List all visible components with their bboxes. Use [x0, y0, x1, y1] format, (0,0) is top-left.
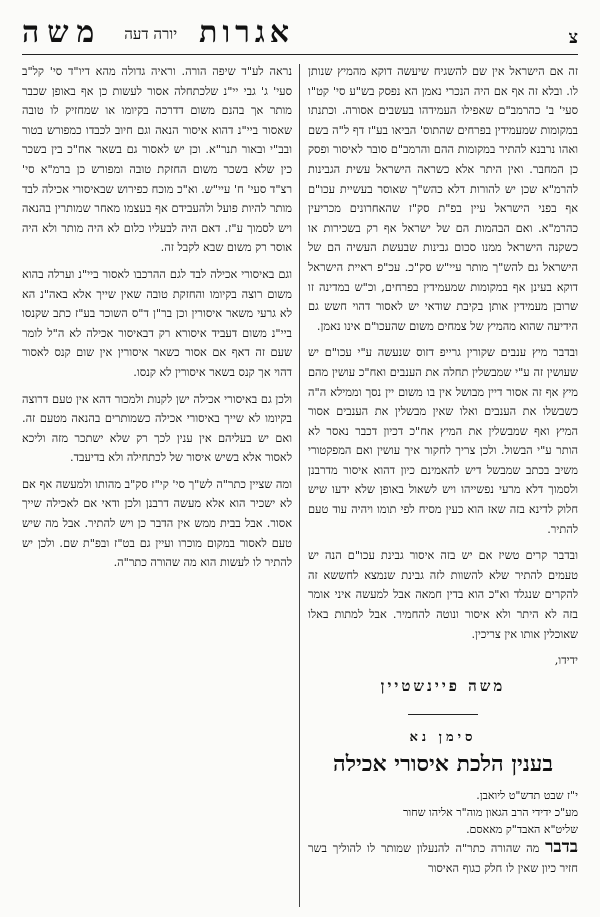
opening-text: מה שהורה כתר"ה להנעלון שמותר לו להוליך בשר חזיר כיון שאין לו חלק כגוף האיסור: [308, 842, 578, 875]
greeting: ידידו,: [554, 654, 578, 668]
addressee-line: מע"כ ידידי הרב הגאון מוה"ר אליהו שחור: [402, 806, 578, 820]
running-title: [22, 15, 294, 54]
opening-word: בדבר: [545, 837, 578, 858]
addressee-line: שליט"א האבד"ק מאאסם.: [466, 823, 578, 837]
opening-paragraph: [308, 838, 578, 878]
paragraph: ולכן גם באיסורי אכילה ישן לקנות ולמכור דהא אין טעם דרוצה בקיומו לא שייך באיסורי אכילה כשמותרים בהנאה מטעם זה. ואם יש בעליהם אין ענין לכך רק שלא ישתכר מזה וליכא לאסור אלא בשיש איסור של לכתחילה ולא בדיעבד.: [22, 392, 292, 465]
author-name: משה: [22, 15, 103, 50]
section-name: יורה דעה: [124, 25, 178, 43]
paragraph: זה אם הישראל אין שם להשגיח שיעשה דוקא מהמיץ שנותן לו. ובלא זה אף אם היה הנכרי נאמן הא נפסק בש"ע סי' קט"ו סעי' ב' כהרמב"ם שאפילו העמידהו בעשבים אסורה. וכתנתו במקומות שמעמידין בפרחים שהתוס' הביאו בע"ז דף ל"ה בשם ואהו נרבנא להתיר במקומות ההם והרמב"ם סובר לאיסור ופסק כן המחבר. ואין היתר אלא כשראה הישראל עשית הגבינות להרמ"א שכן יש להורות דלא כהש"ך שאוסר בעשיית עכו"ם אף בפני הישראל עיין בפ"ת סק"ז שהאחרונים מכריעין כהרמ"א. ואם הבהמות הם של ישראל אף רק בשכירות או כשקנה הישראל ממנו סכום גבינות שבעשת העשיה הם של הישראל גם להש"ך מותר עיי"ש סק"כ. עכ"פ ראיית הישראל דוקא בעינן אף במקומות שמעמידין בפרחים, וכ"ש במדינה זו שרובן מעמידין אותן בקיבת שודאי יש לאסור דהוי חשש גם הידיעה שהוא מהמיץ של צמחים משום שהעכו"ם אינו נאמן.: [308, 65, 578, 333]
left-column: [22, 62, 292, 909]
paragraph: ובדבר מיץ ענבים שקורין גרייפ דזוס שנעשה ע"י עכו"ם יש שעושין זה ע"י שמבשלין תחלה את הענבים ואח"כ עושין מהם מיץ אף זה אסור דיין מבושל אין בו משום יין נסך וממילא ה"ה כשבשלו את הענבים ואלו שאין מבשלין את הענבים אסור המיץ ואף שמבשלין את המיץ אח"כ דכיון דכבר נאסר לא הותר ע"י הבשול. ולכן צריך לחקור איך עושין ואם המפקטורי משיב בכתב שמבשל דיש להאמינם כיון דהוא איסור מדרבנן ולסמוך דלא מרעי נפשייהו ויש לשאול באופן שלא ידעו שיש חלוק לדינא בזה שאז הוא כעין מסיח לפי תומו ויהיה עוד טעם להתיר.: [308, 346, 578, 536]
column-rule: [299, 64, 300, 907]
paragraph: נראה לע"ד שיפה הורה. וראיה גדולה מהא דיו"ד סי' קל"ב סעי' ג' גבי יי"נ שלכתחלה אסור לעשות כן אף באופן שכבר מותר אך בהנם משום דדרכה בקיומו או שמחזיק לו טובה שאסור ביי"נ דהוא איסור הנאה וגם חיוב לכבדו כמפורש בטור ובב"י ובאור תנר"א. וכן יש לאסור גם בשאר אח"כ בין בשכר כין שלא בשכר משום החזקת טובה ומפורש כן ברמ"א סי' רצ"ד סעי' ח' עיי"ש. וא"כ מוכח כפירוש שבאיסורי אכילה לבד מותר להיות פועל ולהעבידם אף בעצמו מאחר שמותרין בהנאה ויש לסמוך ע"ז. דאם היה לבעליו כלום לא היה מותר ולא היה אוסר רק משום שבא לקבל זה.: [22, 65, 292, 255]
paragraph: וגם באיסורי אכילה לבד לגם ההרכבו לאסור ביי"נ וערלה בהוא משום רוצה בקיומו והחזקת טובה שאין שייך אלא באה"נ הא לא גרעי משאר איסורין וכן בר"ן ד"ס השוכר בע"ז כתב שקנסו ביי"נ משום דעביד איסורא רק דבאיסור אכילה לא ה"ל לומר שעם זה דאף אם אסור כשאר איסורין אין שום קנס לאסור דהוי אך קנס בשאר איסורין לא קנסו.: [22, 267, 292, 379]
signature: משה פיינשטיין: [380, 676, 506, 695]
section-number: סימן נא: [409, 730, 477, 746]
page-header: [22, 8, 578, 55]
paragraph: ומה שציין כתר"ה לש"ך סי' קי"ז סק"ב מהותו ולמעשה אף אם לא ישכיר הוא אלא מעשה דרבנן ולכן ודאי אם לאכילה שייך אסור. אבל בבית ממש אין הדבר כן ויש להתיר. אבל מה שיש טעם לאסור במקום מוכרו ועיין גם בט"ז ובפ"ת שם. ולכן יש להתיר לו לעשות הוא מה שהורה כתר"ה.: [22, 477, 292, 570]
book-title: אגרות: [199, 15, 295, 50]
section-title: בענין הלכת איסורי אכילה: [333, 751, 553, 778]
right-column: [308, 62, 578, 909]
section-divider: [408, 714, 478, 716]
paragraph: ובדבר קרים טשיז אם יש בזה איסור גבינת עכו"ם הנה יש טעמים להתיר שלא להשוות לזה גבינת שנמצא לחששא זה להקרים שנגלד וא"כ הוא בדין חמאה אבל למעשה איני אומר בזה לא היתר ולא איסור ונוטה להחמיר. אבל למתות באלו שאוכלין אותו אין צריכין.: [308, 549, 578, 641]
date-line: י"ז שבט תדש"ט ליואבן.: [476, 789, 578, 803]
page-number: צ: [568, 27, 578, 48]
